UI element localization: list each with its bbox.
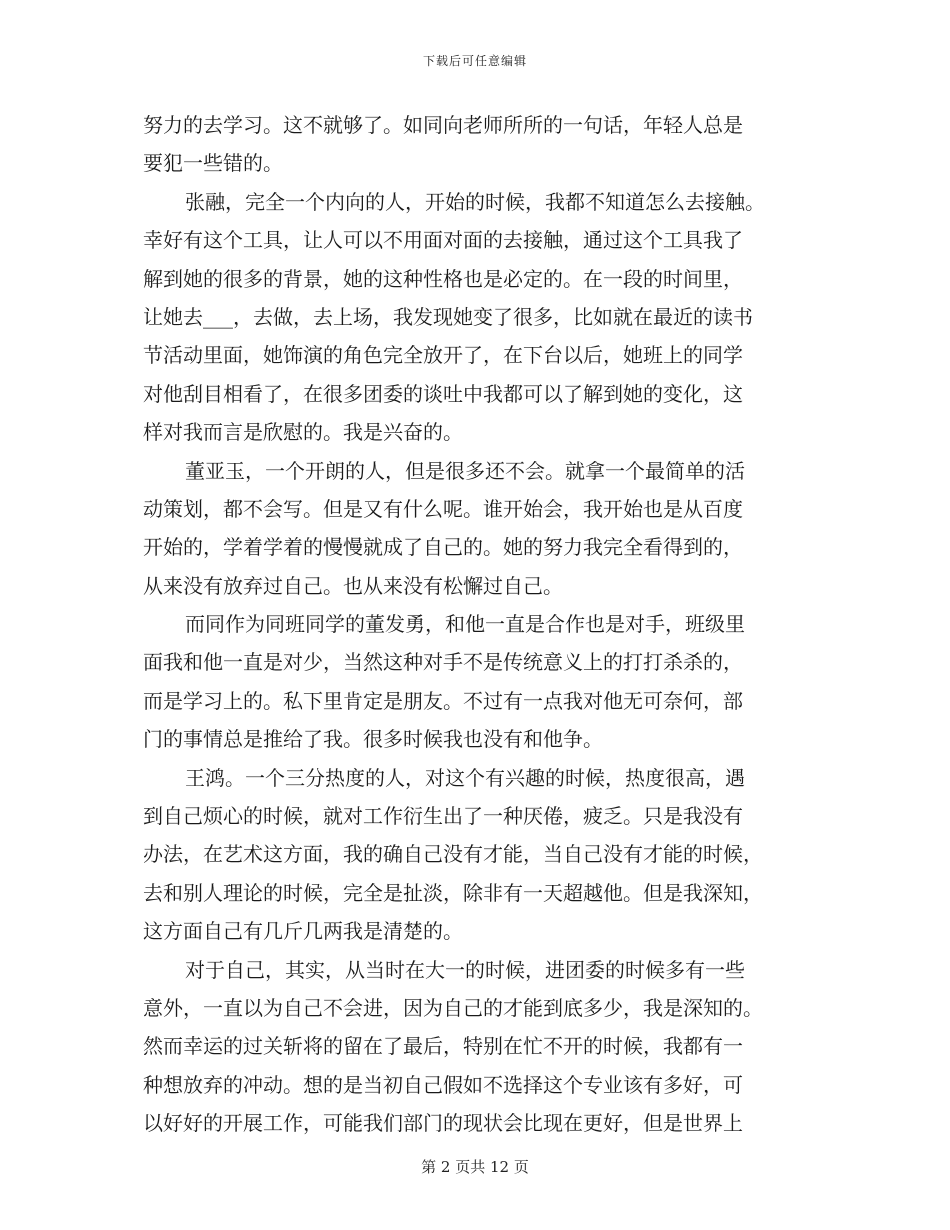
text-line: 种想放弃的冲动。想的是当初自己假如不选择这个专业该有多好，可: [143, 1072, 743, 1097]
text-line: 从来没有放弃过自己。也从来没有松懈过自己。: [143, 573, 563, 598]
text-line: 努力的去学习。这不就够了。如同向老师所所的一句话，年轻人总是: [143, 113, 743, 137]
text-line: 然而幸运的过关斩将的留在了最后，特别在忙不开的时候，我都有一: [143, 1034, 743, 1059]
text-line: 对于自己，其实，从当时在大一的时候，进团委的时候多有一些: [185, 957, 745, 982]
text-line: 面我和他一直是对少，当然这种对手不是传统意义上的打打杀杀的，: [143, 650, 743, 675]
page-header: 下载后可任意编辑: [422, 54, 527, 68]
text-line: 开始的，学着学着的慢慢就成了自己的。她的努力我完全看得到的，: [143, 535, 743, 560]
text-line: 以好好的开展工作，可能我们部门的现状会比现在更好，但是世界上: [143, 1111, 743, 1136]
page-number: 第 2 页共 12 页: [421, 1158, 529, 1176]
text-line: 到自己烦心的时候，就对工作衍生出了一种厌倦，疲乏。只是我没有: [143, 804, 743, 829]
text-line: 办法，在艺术这方面，我的确自己没有才能，当自己没有才能的时候，: [143, 842, 763, 867]
text-line: 样对我而言是欣慰的。我是兴奋的。: [143, 420, 463, 445]
text-line: 而是学习上的。私下里肯定是朋友。不过有一点我对他无可奈何，部: [143, 688, 743, 713]
text-line: 门的事情总是推给了我。很多时候我也没有和他争。: [143, 727, 603, 752]
text-line: 去和别人理论的时候，完全是扯淡，除非有一天超越他。但是我深知，: [143, 880, 763, 905]
text-line: 解到她的很多的背景，她的这种性格也是必定的。在一段的时间里，: [143, 266, 743, 291]
text-line: 要犯一些错的。: [143, 151, 283, 176]
text-line: 让她去___，去做，去上场，我发现她变了很多，比如就在最近的读书: [143, 304, 753, 329]
text-line: 董亚玉，一个开朗的人，但是很多还不会。就拿一个最简单的活: [185, 458, 745, 483]
text-line: 王鸿。一个三分热度的人，对这个有兴趣的时候，热度很高，遇: [185, 765, 745, 790]
text-line: 节活动里面，她饰演的角色完全放开了，在下台以后，她班上的同学: [143, 343, 743, 368]
document-body: [143, 106, 823, 1143]
text-line: 意外，一直以为自己不会进，因为自己的才能到底多少，我是深知的。: [143, 995, 763, 1020]
text-line: 而同作为同班同学的董发勇，和他一直是合作也是对手，班级里: [185, 612, 745, 637]
text-line: 张融，完全一个内向的人，开始的时候，我都不知道怎么去接触。: [185, 189, 765, 214]
text-line: 幸好有这个工具，让人可以不用面对面的去接触，通过这个工具我了: [143, 228, 743, 253]
text-line: 对他刮目相看了，在很多团委的谈吐中我都可以了解到她的变化，这: [143, 381, 743, 406]
text-line: 动策划，都不会写。但是又有什么呢。谁开始会，我开始也是从百度: [143, 496, 743, 521]
text-line: 这方面自己有几斤几两我是清楚的。: [143, 919, 463, 944]
